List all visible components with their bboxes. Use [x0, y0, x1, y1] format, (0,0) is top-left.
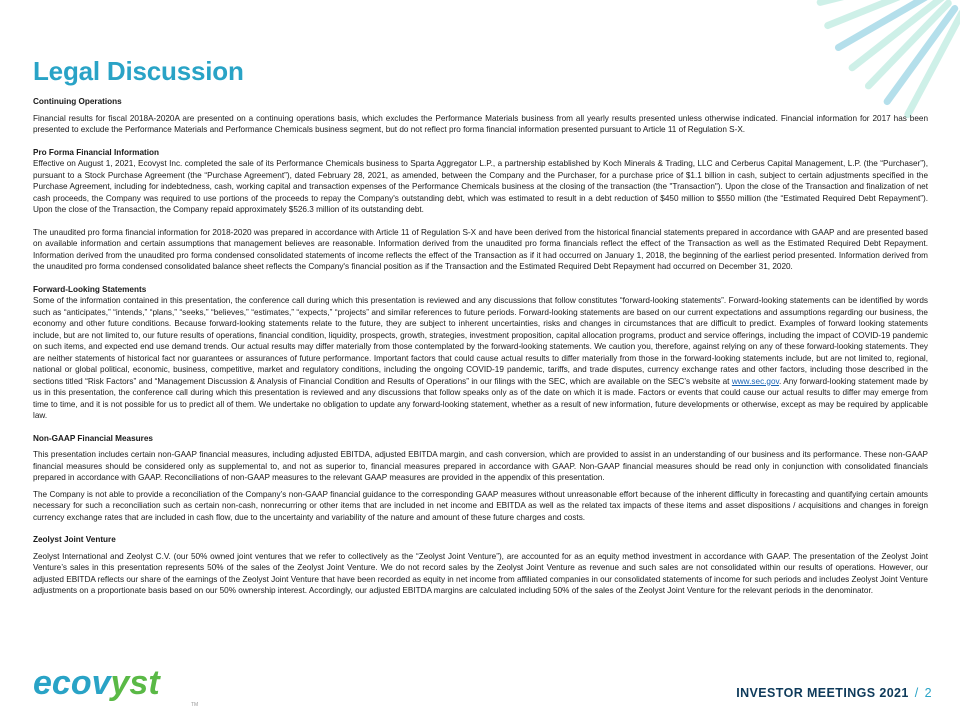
footer-label: INVESTOR MEETINGS 2021 — [736, 686, 909, 700]
forward-looking-text — [33, 295, 928, 422]
legal-content — [33, 96, 928, 602]
non-gaap-text-1: This presentation includes certain non-GAAP financial measures, including adjusted EBITDA, adjusted EBITDA margin, and cash conversion, which are provided to assist in an understanding of our business and its performance. These non-GAAP financial measures should be considered only as supplemental to, and not as superior to, financial measures prepared in accordance with GAAP. Non-GAAP financial measures should be read only in conjunction with consolidated financials prepared in accordance with GAAP. Reconciliations of non-GAAP measures to the relevant GAAP measures are provided in the appendix of this presentation. — [33, 450, 928, 482]
non-gaap-text-2: The Company is not able to provide a reconciliation of the Company’s non-GAAP financial guidance to the corresponding GAAP measures without unreasonable effort because of the inherent difficulty in forecasting and quantifying certain amounts necessary for such a reconciliation such as certain non-cash, nonrecurring or other items that are included in net income and EBITDA as well as the related tax impacts of these items and asset dispositions / acquisitions and changes in foreign currency exchange rates that are included in cash flow, due to the uncertainty and variability of the nature and amount of these future charges and costs. — [33, 489, 928, 522]
svg-text:ecovyst — [33, 664, 161, 702]
page-title: Legal Discussion — [33, 56, 244, 86]
section-heading-non-gaap: Non-GAAP Financial Measures — [33, 433, 153, 443]
trademark-mark: TM — [191, 702, 199, 708]
sec-website-link[interactable]: www.sec.gov — [731, 376, 780, 386]
logo-text-a: ecov — [33, 664, 111, 702]
footer — [736, 686, 932, 700]
pro-forma-text-2: The unaudited pro forma financial information for 2018-2020 was prepared in accordance with Article 11 of Regulation S-X and have been derived from the historical financial statements prepared in accordance with GAAP and are presented based on available information and certain assumptions that management believes are reasonable. Information derived from the unaudited pro forma financials reflect the effect of the Transaction as well as the Estimated Required Debt Repayment. Information derived from the unaudited pro forma condensed consolidated statements of income reflects the effect of the Transaction as if it had occurred on January 1, 2018, the beginning of the earliest period presented. Information derived from the unaudited pro forma condensed consolidated balance sheet reflects the Company's financial position as if the Transaction and the Estimated Required Debt Repayment had occurred on December 31, 2020. — [33, 227, 928, 271]
section-heading-continuing-operations: Continuing Operations — [33, 97, 122, 106]
continuing-operations-text: Financial results for fiscal 2018A-2020A are presented on a continuing operations basis, which excludes the Performance Materials business from all yearly results presented unless otherwise indicated. Financial information for 2017 has been presented to exclude the Performance Materials and Performance Chemicals business segment, but do not reflect pro forma financial information presented pursuant to Article 11 of Regulation S-X. — [33, 113, 928, 134]
forward-looking-text-part-2: . Any forward-looking statement made by us in this presentation, the conference call during which this presentation is reviewed and any discussions that follow speaks only as of the date on which it is made. Factors or events that could cause our actual results to differ may emerge from time to time, and it is not possible for us to predict all of them. We undertake no obligation to update any forward-looking statement, whether as a result of new information, future developments or otherwise, except as may be required by applicable law. — [33, 376, 928, 420]
section-heading-zeolyst: Zeolyst Joint Venture — [33, 535, 116, 544]
pro-forma-text-1: Effective on August 1, 2021, Ecovyst Inc. completed the sale of its Performance Chemicals business to Sparta Aggregator L.P., a partnership established by Koch Minerals & Trading, LLC and Cerberus Capital Management, L.P. (the “Purchaser”), pursuant to a Stock Purchase Agreement (the “Purchase Agreement”), dated February 28, 2021, as amended, between the Company and the Purchaser, for a purchase price of $1.1 billion in cash, subject to certain adjustments specified in the Purchase Agreement, including for indebtedness, cash, working capital and transaction expenses of the Performance Chemicals business at the closing of the transaction (the "Transaction"). Upon the close of the Transaction and finalization of net cash proceeds, the Company was required to use portions of the proceeds to repay the Company's outstanding debt, which was estimated to result in a debt reduction of $450 million to $550 million (the “Estimated Required Debt Repayment”). Upon the close of the Transaction, the Company repaid approximately $526.3 million of its outstanding debt. — [33, 159, 928, 214]
footer-separator: / — [914, 686, 919, 700]
logo-text-b: yst — [110, 664, 160, 702]
section-heading-pro-forma: Pro Forma Financial Information — [33, 147, 160, 157]
ecovyst-logo — [33, 662, 213, 708]
section-heading-forward-looking: Forward-Looking Statements — [33, 284, 147, 294]
zeolyst-text: Zeolyst International and Zeolyst C.V. (our 50% owned joint ventures that we refer to collectively as the “Zeolyst Joint Venture”), are accounted for as an equity method investment in accordance with GAAP. The presentation of the Zeolyst Joint Venture’s sales in this presentation represents 50% of the sales of the Zeolyst Joint Venture. We do not record sales by the Zeolyst Joint Venture as revenue and such sales are not consolidated within our results of operations. However, our adjusted EBITDA reflects our share of the earnings of the Zeolyst Joint Venture that have been recorded as equity in net income from affiliated companies in our consolidated statements of income for such periods and includes Zeolyst Joint Venture adjustments on a proportionate basis based on our 50% ownership interest. Accordingly, our adjusted EBITDA margins are calculated including 50% of the sales of the Zeolyst Joint Venture for the relevant periods in the denominator. — [33, 551, 928, 595]
forward-looking-text-part-1: Some of the information contained in this presentation, the conference call during which this presentation is reviewed and any discussions that follow constitutes “forward-looking statements”. Forward-looking statements can be identified by words such as “anticipates,” “intends,” “plans,” “seeks,” “believes,” “estimates,” “expects,” “projects” and similar references to future periods. Forward-looking statements are based on our current expectations and assumptions regarding our business, the economy and other future conditions. Because forward-looking statements relate to the future, they are subject to inherent uncertainties, risks and changes in circumstances that are difficult to predict. Examples of forward looking statements include, but are not limited to, our future results of operations, financial condition, liquidity, prospects, growth, strategies, investment proposition, capital allocation programs, product and service offerings, including the impact of COVID-19 pandemic on such items, and expected end use demand trends. Our actual results may differ materially from those contemplated by the forward-looking statements. We caution you, therefore, against relying on any of these forward-looking statements. They are neither statements of historical fact nor guarantees or assurances of future performance. Important factors that could cause actual results to differ materially from those in the forward-looking statements include, but are not limited to, regional, national or global political, economic, business, competitive, market and regulatory conditions, including the ongoing COVID-19 pandemic, tariffs, and trade disputes, currency exchange rates and other factors, including those described in the sections titled “Risk Factors” and “Management Discussion & Analysis of Financial Condition and Results of Operations” in our filings with the SEC, which are available on the SEC’s website at — [33, 296, 928, 386]
page-number: 2 — [924, 686, 932, 700]
